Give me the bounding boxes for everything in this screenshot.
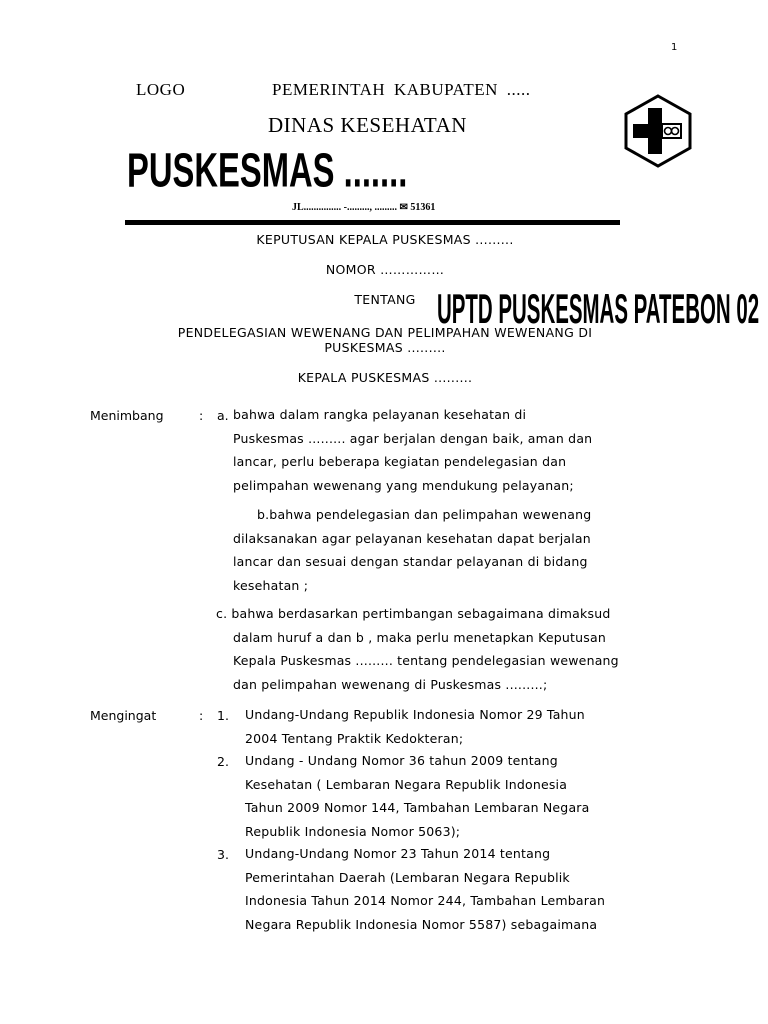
mengingat-item-2-line: Tahun 2009 Nomor 144, Tambahan Lembaran Negara: [245, 800, 590, 815]
menimbang-label: Menimbang: [90, 408, 164, 423]
menimbang-item-c-line: dan pelimpahan wewenang di Puskesmas .........;: [233, 676, 548, 692]
menimbang-item-b-line: kesehatan ;: [233, 577, 309, 593]
letterhead-divider: [125, 220, 620, 225]
mengingat-item-2-line: Republik Indonesia Nomor 5063);: [245, 823, 461, 839]
mengingat-item-2-line: Undang - Undang Nomor 36 tahun 2009 tentang: [245, 753, 558, 768]
menimbang-item-c-line: Kepala Puskesmas ......... tentang pendelegasian wewenang: [233, 653, 619, 668]
mengingat-colon: :: [199, 708, 204, 723]
mengingat-item-3-line: Indonesia Tahun 2014 Nomor 244, Tambahan Lembaran: [245, 893, 606, 908]
mengingat-item-3-marker: 3.: [217, 847, 229, 862]
mengingat-item-3-line: Undang-Undang Nomor 23 Tahun 2014 tentang: [245, 846, 551, 861]
decree-issuer: KEPALA PUSKESMAS .........: [297, 370, 473, 385]
facility-name: PUSKESMAS .......: [127, 142, 408, 197]
mengingat-item-2: [245, 749, 682, 843]
mengingat-item-3-line: Negara Republik Indonesia Nomor 5587) sebagaimana: [245, 916, 598, 932]
menimbang-item-b: [233, 503, 678, 597]
menimbang-item-a-marker: a.: [217, 408, 229, 423]
mengingat-item-1-line: Undang-Undang Republik Indonesia Nomor 29 Tahun: [245, 707, 585, 722]
menimbang-item-b-line: lancar dan sesuai dengan standar pelayanan di bidang: [233, 554, 588, 569]
office-name: DINAS KESEHATAN: [268, 113, 467, 137]
decree-title: KEPUTUSAN KEPALA PUSKESMAS .........: [256, 232, 514, 247]
mengingat-item-2-marker: 2.: [217, 754, 229, 769]
menimbang-colon: :: [199, 408, 204, 423]
menimbang-item-c: [216, 602, 678, 696]
decree-number: NOMOR ……………: [325, 262, 445, 277]
mengingat-item-1-line: 2004 Tentang Praktik Kedokteran;: [245, 730, 464, 746]
mengingat-item-1: [245, 703, 682, 750]
mengingat-item-3-line: Pemerintahan Daerah (Lembaran Negara Republik: [245, 869, 570, 885]
decree-about: TENTANG: [354, 292, 416, 307]
menimbang-item-a-line: Puskesmas ......... agar berjalan dengan baik, aman dan: [233, 430, 593, 446]
puskesmas-emblem-icon: [621, 94, 695, 168]
decree-subject-line-1: PENDELEGASIAN WEWENANG DAN PELIMPAHAN WEWENANG DI: [177, 325, 593, 340]
menimbang-item-c-line: c. bahwa berdasarkan pertimbangan sebagaimana dimaksud: [216, 606, 611, 621]
menimbang-item-a: [233, 403, 678, 497]
mengingat-label: Mengingat: [90, 708, 157, 723]
menimbang-item-c-line: dalam huruf a dan b , maka perlu menetapkan Keputusan: [233, 629, 606, 645]
mengingat-item-3: [245, 842, 682, 936]
logo-placeholder-label: LOGO: [136, 80, 186, 99]
menimbang-item-a-line: bahwa dalam rangka pelayanan kesehatan di: [233, 407, 527, 422]
government-name: PEMERINTAH KABUPATEN .....: [272, 80, 531, 99]
menimbang-item-b-line: b.bahwa pendelegasian dan pelimpahan wewenang: [257, 507, 592, 522]
page-number: 1: [671, 42, 678, 53]
overlay-stamp-text: UPTD PUSKESMAS PATEBON 02: [437, 285, 760, 332]
decree-subject-line-2: PUSKESMAS .........: [324, 340, 446, 355]
menimbang-item-a-line: pelimpahan wewenang yang mendukung pelayanan;: [233, 477, 574, 493]
mengingat-item-2-line: Kesehatan ( Lembaran Negara Republik Indonesia: [245, 776, 568, 792]
menimbang-item-b-line: dilaksanakan agar pelayanan kesehatan dapat berjalan: [233, 530, 591, 546]
address-line: JL............... -........., ......... ✉ 51361: [292, 202, 436, 213]
menimbang-item-a-line: lancar, perlu beberapa kegiatan pendelegasian dan: [233, 454, 567, 469]
mengingat-item-1-marker: 1.: [217, 708, 229, 723]
